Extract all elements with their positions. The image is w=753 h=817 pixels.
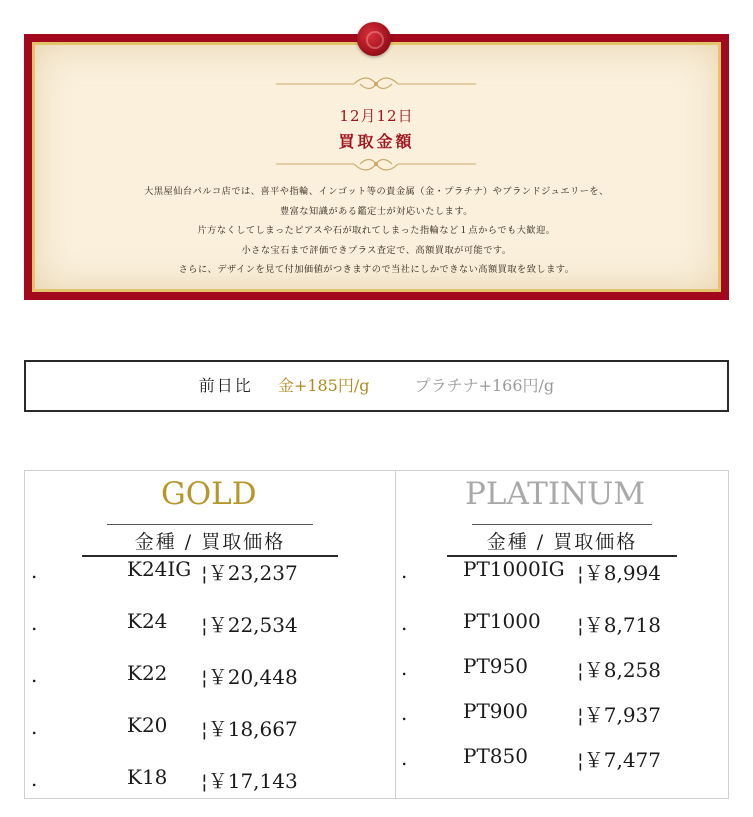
gold-price: ¦￥17,143 [201, 769, 298, 793]
platinum-price: ¦￥7,477 [577, 748, 661, 772]
announcement-title: 買取金額 [338, 132, 415, 151]
gold-price: ¦￥20,448 [201, 665, 298, 689]
price-table [24, 470, 729, 799]
bullet: . [31, 715, 38, 739]
gold-price: ¦￥23,237 [201, 561, 298, 585]
platinum-type: PT1000 [463, 609, 541, 633]
bullet: . [31, 663, 38, 687]
daily-change-label: 前日比 [198, 376, 253, 395]
platinum-price: ¦￥8,258 [577, 658, 661, 682]
announcement-line: 豊富な知識がある鑑定士が対応いたします。 [279, 205, 473, 217]
wax-seal-icon [357, 22, 391, 56]
daily-change-bar [24, 360, 729, 412]
column-divider [395, 471, 396, 798]
platinum-price: ¦￥7,937 [577, 703, 661, 727]
platinum-change: プラチナ+166円/g [414, 376, 555, 395]
gold-type: K22 [127, 661, 168, 685]
bullet: . [31, 611, 38, 635]
bullet: . [31, 767, 38, 791]
bullet: . [401, 746, 408, 770]
gold-title: GOLD [161, 476, 257, 512]
announcement-line: 小さな宝石まで評価できプラス査定で、高額買取が可能です。 [241, 244, 512, 256]
platinum-type: PT850 [463, 744, 528, 768]
announcement-paragraph [24, 182, 729, 280]
platinum-column-header: 金種 / 買取価格 [447, 527, 677, 554]
ornament-top-icon [276, 76, 476, 92]
platinum-price: ¦￥8,994 [577, 561, 661, 585]
gold-price: ¦￥18,667 [201, 717, 298, 741]
platinum-type: PT1000IG [463, 557, 565, 581]
platinum-type: PT900 [463, 699, 528, 723]
gold-change: 金+185円/g [277, 376, 370, 395]
platinum-title: PLATINUM [465, 476, 646, 512]
announcement-line: 大黒屋仙台パルコ店では、喜平や指輪、インゴット等の貴金属（金・プラチナ）やブランドジュエリーを、 [144, 186, 609, 197]
platinum-price: ¦￥8,718 [577, 613, 661, 637]
bullet: . [401, 559, 408, 583]
gold-type: K24IG [127, 557, 192, 581]
announcement-line: さらに、デザインを見て付加価値がつきますので当社にしかできない高額買取を致します。 [178, 264, 575, 275]
ornament-bottom-icon [276, 156, 476, 172]
bullet: . [31, 559, 38, 583]
bullet: . [401, 611, 408, 635]
gold-type: K18 [127, 765, 168, 789]
gold-type: K24 [127, 609, 168, 633]
gold-price: ¦￥22,534 [201, 613, 298, 637]
announcement-line: 片方なくしてしまったピアスや石が取れてしまった指輪など１点からでも大歓迎。 [197, 225, 556, 236]
bullet: . [401, 656, 408, 680]
bullet: . [401, 701, 408, 725]
announcement-date: 12月12日 [339, 107, 414, 125]
gold-column-header: 金種 / 買取価格 [82, 527, 338, 554]
platinum-type: PT950 [463, 654, 528, 678]
gold-type: K20 [127, 713, 168, 737]
